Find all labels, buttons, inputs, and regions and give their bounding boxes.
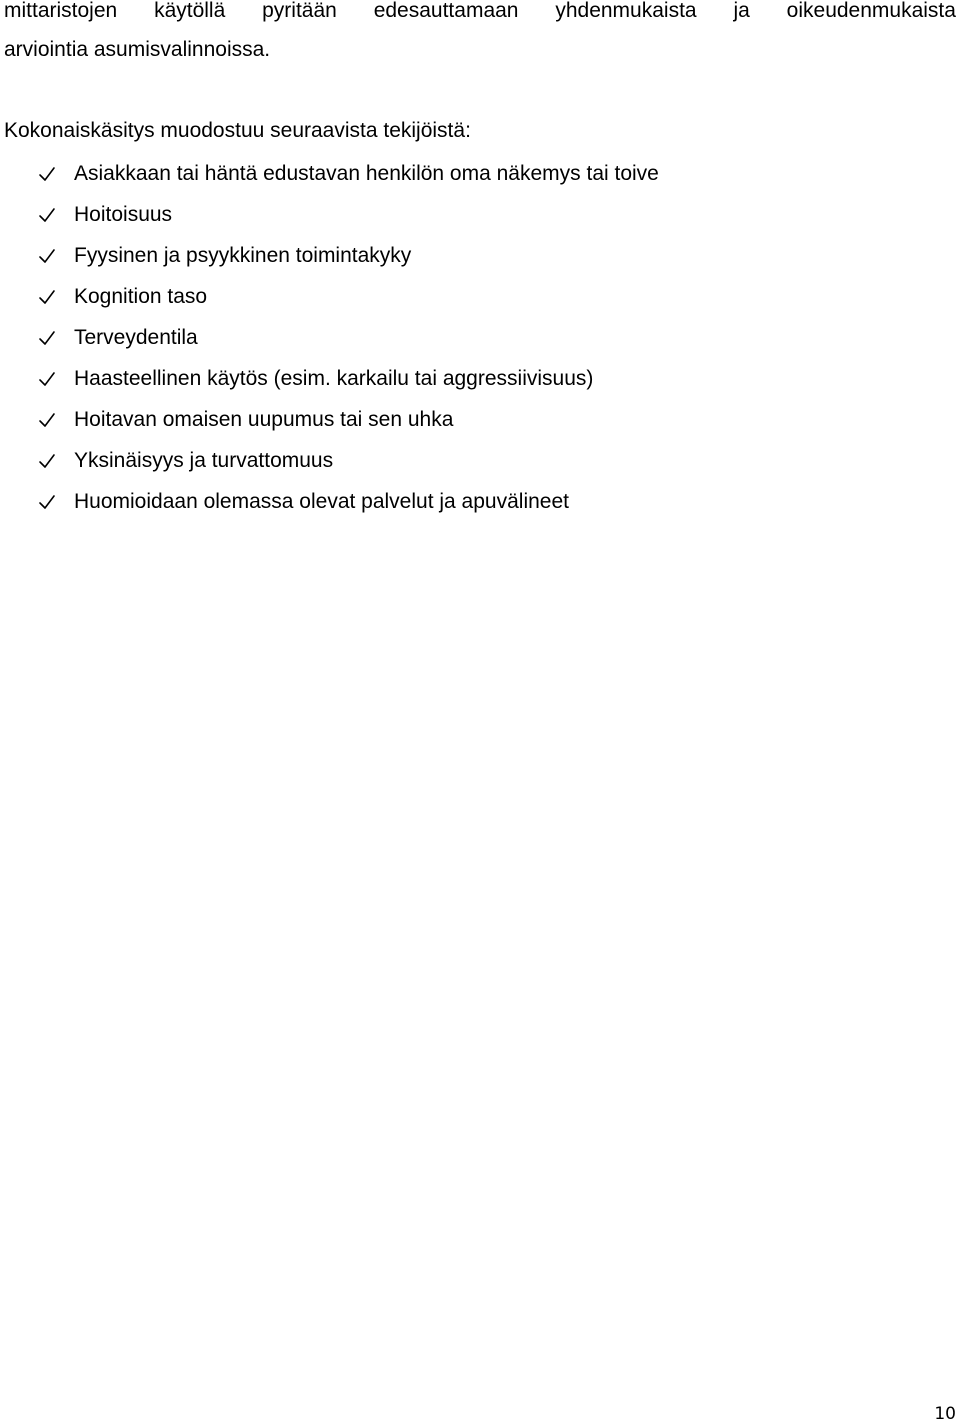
list-item-text: Fyysinen ja psyykkinen toimintakyky: [74, 244, 412, 267]
word: mittaristojen: [4, 0, 118, 22]
checkmark-icon: [38, 206, 56, 224]
word: yhdenmukaista: [555, 0, 697, 22]
list-item: [38, 408, 659, 449]
word: oikeudenmukaista: [786, 0, 956, 22]
list-item-text: Hoitavan omaisen uupumus tai sen uhka: [74, 408, 454, 431]
checkmark-icon: [38, 288, 56, 306]
factors-intro: Kokonaiskäsitys muodostuu seuraavista tekijöistä:: [4, 119, 471, 142]
list-item: [38, 326, 659, 367]
checkmark-icon: [38, 493, 56, 511]
list-item-text: Hoitoisuus: [74, 203, 173, 226]
page-number: 10: [934, 1404, 956, 1424]
checkmark-icon: [38, 452, 56, 470]
checkmark-icon: [38, 165, 56, 183]
list-item: [38, 162, 659, 203]
list-item: [38, 449, 659, 490]
list-item: [38, 244, 659, 285]
list-item-text: Kognition taso: [74, 285, 208, 308]
list-item-text: Asiakkaan tai häntä edustavan henkilön oma näkemys tai toive: [74, 162, 659, 185]
factors-checklist: [38, 162, 659, 531]
paragraph-line-1: [4, 0, 956, 23]
word: pyritään: [262, 0, 337, 22]
list-item: [38, 285, 659, 326]
word: edesauttamaan: [373, 0, 519, 22]
paragraph-line-2: arviointia asumisvalinnoissa.: [4, 38, 271, 61]
list-item: [38, 367, 659, 408]
list-item: [38, 490, 659, 531]
word: ja: [733, 0, 750, 22]
word: käytöllä: [154, 0, 226, 22]
list-item-text: Terveydentila: [74, 326, 198, 349]
checkmark-icon: [38, 411, 56, 429]
checkmark-icon: [38, 247, 56, 265]
list-item: [38, 203, 659, 244]
checkmark-icon: [38, 370, 56, 388]
list-item-text: Yksinäisyys ja turvattomuus: [74, 449, 334, 472]
list-item-text: Huomioidaan olemassa olevat palvelut ja apuvälineet: [74, 490, 569, 513]
checkmark-icon: [38, 329, 56, 347]
list-item-text: Haasteellinen käytös (esim. karkailu tai aggressiivisuus): [74, 367, 594, 390]
